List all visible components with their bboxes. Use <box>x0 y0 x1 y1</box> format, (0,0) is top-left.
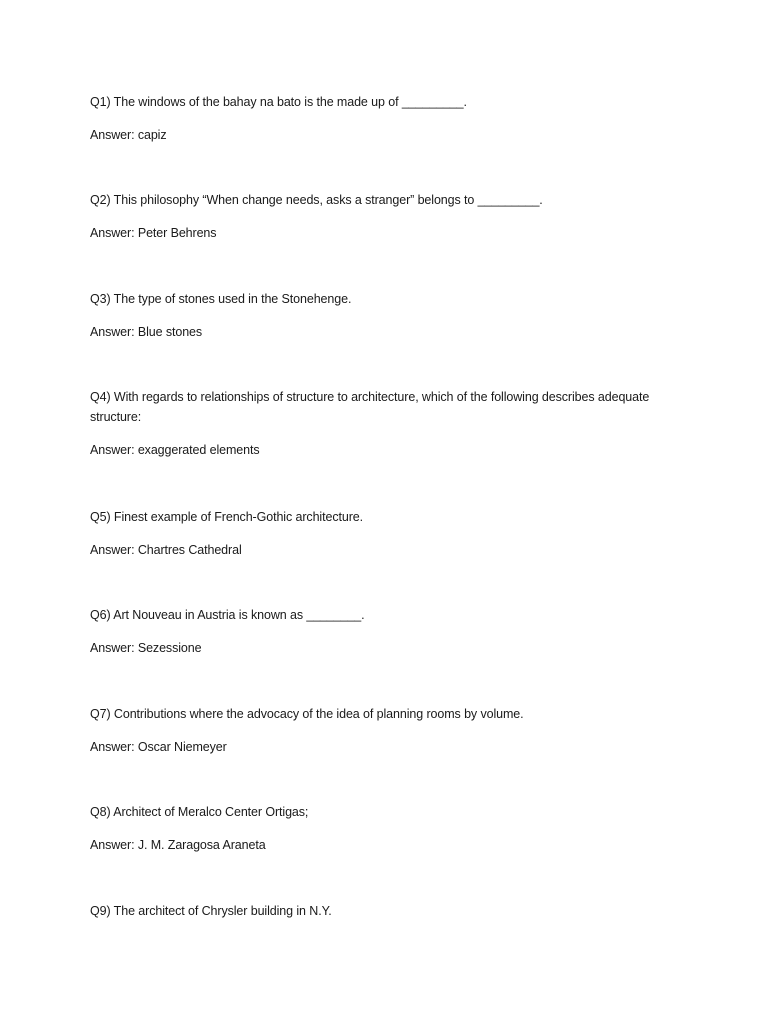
answer-3: Answer: Blue stones <box>90 325 203 339</box>
question-6: Q6) Art Nouveau in Austria is known as ________. <box>90 608 365 622</box>
answer-8: Answer: J. M. Zaragosa Araneta <box>90 838 266 852</box>
question-2: Q2) This philosophy “When change needs, asks a stranger” belongs to _________. <box>90 193 543 207</box>
answer-1: Answer: capiz <box>90 128 167 142</box>
answer-5: Answer: Chartres Cathedral <box>90 543 242 557</box>
question-7: Q7) Contributions where the advocacy of the idea of planning rooms by volume. <box>90 707 524 721</box>
question-3: Q3) The type of stones used in the Stonehenge. <box>90 292 352 306</box>
question-5: Q5) Finest example of French-Gothic architecture. <box>90 510 363 524</box>
answer-7: Answer: Oscar Niemeyer <box>90 740 227 754</box>
question-9: Q9) The architect of Chrysler building in N.Y. <box>90 904 332 918</box>
answer-6: Answer: Sezessione <box>90 641 202 655</box>
question-1: Q1) The windows of the bahay na bato is the made up of _________. <box>90 95 467 109</box>
question-8: Q8) Architect of Meralco Center Ortigas; <box>90 805 309 819</box>
answer-4: Answer: exaggerated elements <box>90 443 260 457</box>
answer-2: Answer: Peter Behrens <box>90 226 217 240</box>
question-4: Q4) With regards to relationships of structure to architecture, which of the following describes adequate structure: <box>90 390 650 424</box>
